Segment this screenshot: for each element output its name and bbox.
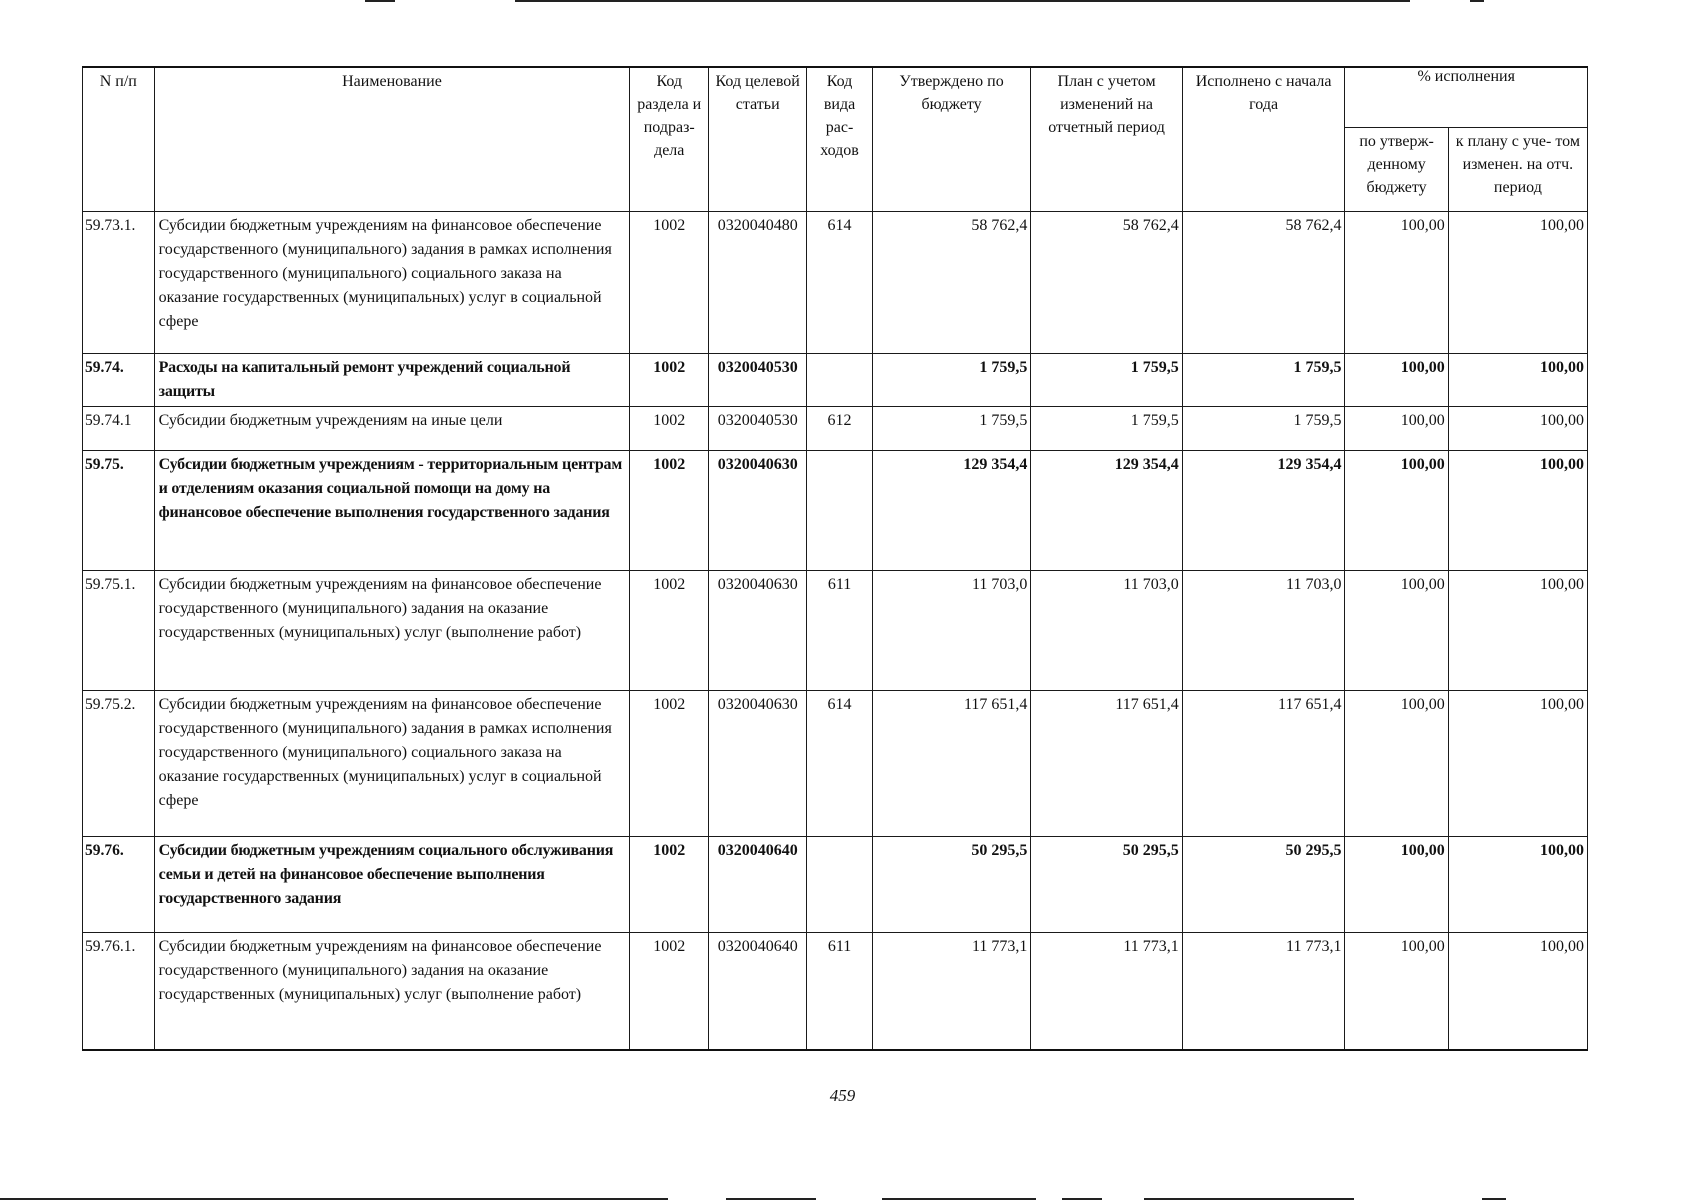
header-percent-group: % исполнения [1345, 67, 1588, 127]
header-executed: Исполнено с начала года [1182, 67, 1345, 211]
row-num: 59.74. [83, 353, 155, 406]
row-num: 59.73.1. [83, 211, 155, 353]
header-section-code: Код раздела и подраз- дела [630, 67, 709, 211]
row-approved: 11 703,0 [872, 570, 1031, 690]
row-target-code: 0320040480 [709, 211, 807, 353]
row-target-code: 0320040630 [709, 450, 807, 570]
row-name: Субсидии бюджетным учреждениям на иные цели [154, 406, 630, 450]
row-pct-plan: 100,00 [1448, 450, 1587, 570]
row-section-code: 1002 [630, 932, 709, 1050]
row-pct-plan: 100,00 [1448, 836, 1587, 932]
row-name: Субсидии бюджетным учреждениям на финансовое обеспечение государственного (муниципального) задания на оказание государственных (муниципальных) услуг (выполнение работ) [154, 570, 630, 690]
row-section-code: 1002 [630, 406, 709, 450]
row-num: 59.75. [83, 450, 155, 570]
row-approved: 1 759,5 [872, 353, 1031, 406]
row-num: 59.75.2. [83, 690, 155, 836]
row-pct-approved: 100,00 [1345, 450, 1448, 570]
row-plan: 1 759,5 [1031, 406, 1182, 450]
row-approved: 58 762,4 [872, 211, 1031, 353]
row-plan: 11 703,0 [1031, 570, 1182, 690]
table-header [83, 67, 1588, 211]
row-section-code: 1002 [630, 211, 709, 353]
scan-edge-top-left [365, 0, 395, 2]
row-plan: 129 354,4 [1031, 450, 1182, 570]
table-body [83, 211, 1588, 1050]
row-expense-code: 614 [807, 211, 872, 353]
row-approved: 11 773,1 [872, 932, 1031, 1050]
row-section-code: 1002 [630, 570, 709, 690]
row-pct-plan: 100,00 [1448, 690, 1587, 836]
table-row [83, 211, 1588, 353]
row-num: 59.76.1. [83, 932, 155, 1050]
row-pct-approved: 100,00 [1345, 932, 1448, 1050]
row-approved: 129 354,4 [872, 450, 1031, 570]
table-row [83, 450, 1588, 570]
row-section-code: 1002 [630, 450, 709, 570]
row-name: Субсидии бюджетным учреждениям социального обслуживания семьи и детей на финансовое обеспечение выполнения государственного задания [154, 836, 630, 932]
row-pct-plan: 100,00 [1448, 932, 1587, 1050]
table-row [83, 406, 1588, 450]
row-target-code: 0320040530 [709, 406, 807, 450]
budget-execution-table [82, 66, 1588, 1051]
row-approved: 1 759,5 [872, 406, 1031, 450]
header-approved: Утверждено по бюджету [872, 67, 1031, 211]
scan-edge-top [515, 0, 1410, 2]
row-executed: 1 759,5 [1182, 406, 1345, 450]
row-name: Субсидии бюджетным учреждениям на финансовое обеспечение государственного (муниципального) задания в рамках исполнения государственного (муниципального) социального заказа на оказание государственных (муниципальных) услуг в социальной сфере [154, 211, 630, 353]
row-target-code: 0320040530 [709, 353, 807, 406]
row-executed: 11 773,1 [1182, 932, 1345, 1050]
budget-execution-table-wrap [82, 66, 1588, 1051]
row-section-code: 1002 [630, 836, 709, 932]
header-pct-plan: к плану с уче- том изменен. на отч. период [1448, 127, 1587, 211]
row-executed: 129 354,4 [1182, 450, 1345, 570]
row-pct-approved: 100,00 [1345, 211, 1448, 353]
row-pct-approved: 100,00 [1345, 690, 1448, 836]
header-plan: План с учетом изменений на отчетный период [1031, 67, 1182, 211]
row-plan: 11 773,1 [1031, 932, 1182, 1050]
row-section-code: 1002 [630, 690, 709, 836]
table-row [83, 570, 1588, 690]
table-row [83, 690, 1588, 836]
row-name: Субсидии бюджетным учреждениям - территориальным центрам и отделениям оказания социальной помощи на дому на финансовое обеспечение выполнения государственного задания [154, 450, 630, 570]
row-expense-code: 612 [807, 406, 872, 450]
row-pct-plan: 100,00 [1448, 211, 1587, 353]
row-target-code: 0320040640 [709, 932, 807, 1050]
row-executed: 117 651,4 [1182, 690, 1345, 836]
row-executed: 50 295,5 [1182, 836, 1345, 932]
table-row [83, 932, 1588, 1050]
header-target-code: Код целевой статьи [709, 67, 807, 211]
row-expense-code: 611 [807, 570, 872, 690]
row-executed: 58 762,4 [1182, 211, 1345, 353]
row-expense-code [807, 836, 872, 932]
row-approved: 117 651,4 [872, 690, 1031, 836]
header-expense-code: Код вида рас- ходов [807, 67, 872, 211]
row-name: Расходы на капитальный ремонт учреждений социальной защиты [154, 353, 630, 406]
row-plan: 1 759,5 [1031, 353, 1182, 406]
row-expense-code: 611 [807, 932, 872, 1050]
row-pct-plan: 100,00 [1448, 353, 1587, 406]
row-pct-plan: 100,00 [1448, 406, 1587, 450]
row-target-code: 0320040630 [709, 570, 807, 690]
row-name: Субсидии бюджетным учреждениям на финансовое обеспечение государственного (муниципального) задания в рамках исполнения государственного (муниципального) социального заказа на оказание государственных (муниципальных) услуг в социальной сфере [154, 690, 630, 836]
row-executed: 11 703,0 [1182, 570, 1345, 690]
table-row [83, 353, 1588, 406]
page-number: 459 [829, 1086, 856, 1105]
table-row [83, 836, 1588, 932]
row-expense-code: 614 [807, 690, 872, 836]
row-pct-approved: 100,00 [1345, 353, 1448, 406]
row-pct-approved: 100,00 [1345, 836, 1448, 932]
row-plan: 50 295,5 [1031, 836, 1182, 932]
header-pct-approved: по утверж- денному бюджету [1345, 127, 1448, 211]
row-pct-approved: 100,00 [1345, 406, 1448, 450]
row-expense-code [807, 450, 872, 570]
row-target-code: 0320040640 [709, 836, 807, 932]
scan-edge-top-right [1470, 0, 1484, 2]
row-num: 59.74.1 [83, 406, 155, 450]
row-pct-plan: 100,00 [1448, 570, 1587, 690]
header-name: Наименование [154, 67, 630, 211]
header-num: N п/п [83, 67, 155, 211]
row-section-code: 1002 [630, 353, 709, 406]
row-num: 59.76. [83, 836, 155, 932]
row-plan: 117 651,4 [1031, 690, 1182, 836]
row-num: 59.75.1. [83, 570, 155, 690]
row-executed: 1 759,5 [1182, 353, 1345, 406]
row-target-code: 0320040630 [709, 690, 807, 836]
row-plan: 58 762,4 [1031, 211, 1182, 353]
row-expense-code [807, 353, 872, 406]
row-name: Субсидии бюджетным учреждениям на финансовое обеспечение государственного (муниципального) задания на оказание государственных (муниципальных) услуг (выполнение работ) [154, 932, 630, 1050]
row-approved: 50 295,5 [872, 836, 1031, 932]
row-pct-approved: 100,00 [1345, 570, 1448, 690]
